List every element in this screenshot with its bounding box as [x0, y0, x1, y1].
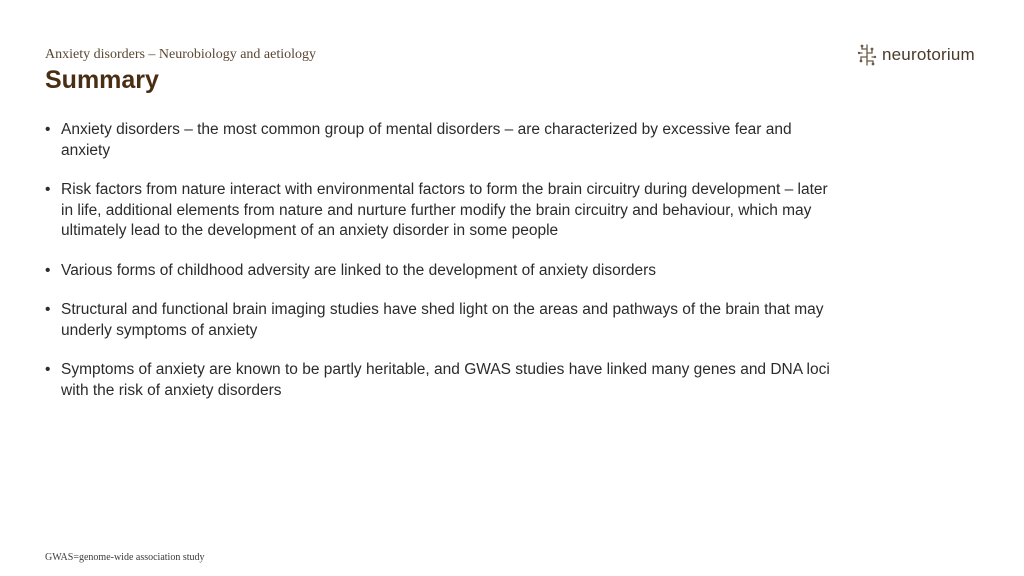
- bullet-item: [45, 360, 835, 401]
- bullet-text: Risk factors from nature interact with environmental factors to form the brain circuitry during development – later in life, additional elements from nature and nurture further modify the brain circuitry and behaviour, which may ultimately lead to the development of an anxiety disorder in some people: [61, 181, 828, 239]
- neuron-tree-icon: [856, 43, 878, 67]
- footnote: GWAS=genome-wide association study: [45, 552, 205, 563]
- bullet-marker: •: [45, 361, 51, 378]
- bullet-item: [45, 300, 835, 341]
- bullet-marker: •: [45, 261, 51, 279]
- bullet-text: Various forms of childhood adversity are linked to the development of anxiety disorders: [61, 261, 657, 279]
- bullet-text: Anxiety disorders – the most common group of mental disorders – are characterized by excessive fear and anxiety: [61, 121, 792, 159]
- logo-wordmark: neurotorium: [882, 45, 975, 64]
- bullet-text: Symptoms of anxiety are known to be partly heritable, and GWAS studies have linked many genes and DNA loci with the risk of anxiety disorders: [61, 361, 830, 399]
- slide-subtitle: Anxiety disorders – Neurobiology and aetiology: [45, 47, 317, 62]
- slide-title: Summary: [45, 66, 159, 94]
- bullet-item: [45, 261, 835, 282]
- neurotorium-logo: [856, 43, 975, 67]
- summary-bullet-list: [45, 120, 835, 420]
- bullet-marker: •: [45, 121, 51, 138]
- bullet-item: [45, 180, 835, 242]
- bullet-text: Structural and functional brain imaging studies have shed light on the areas and pathways of the brain that may underly symptoms of anxiety: [61, 301, 824, 339]
- bullet-item: [45, 120, 835, 161]
- bullet-marker: •: [45, 181, 51, 198]
- bullet-marker: •: [45, 301, 51, 318]
